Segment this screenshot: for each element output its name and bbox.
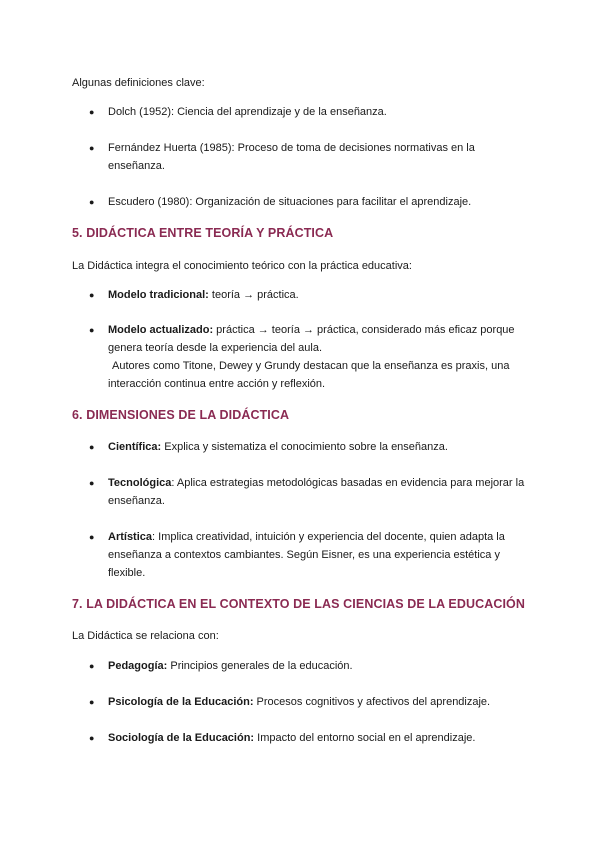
bullet-icon: ●: [89, 733, 95, 743]
item-label: Científica:: [108, 441, 162, 453]
section-6-heading: 6. DIMENSIONES DE LA DIDÁCTICA: [72, 408, 290, 422]
list-item: [89, 139, 528, 175]
list-item: [89, 729, 528, 747]
list-item: [89, 438, 528, 456]
item-text: Principios generales de la educación.: [167, 660, 353, 672]
item-text: teoría → práctica.: [208, 289, 299, 301]
item-label: Modelo actualizado:: [108, 324, 214, 336]
item-label: Modelo tradicional:: [108, 289, 209, 301]
list-item: [89, 693, 528, 711]
item-text: práctica → teoría → práctica, considerado más eficaz porque genera teoría desde la experiencia del aula.: [108, 324, 515, 354]
item-text: : Implica creatividad, intuición y experiencia del docente, quien adapta la enseñanza a contextos cambiantes. Según Eisner, es una experiencia estética y flexible.: [108, 531, 505, 579]
bullet-icon: ●: [89, 661, 95, 671]
section-7-intro: La Didáctica se relaciona con:: [72, 630, 219, 642]
list-item: [89, 528, 528, 582]
item-text: Explica y sistematiza el conocimiento sobre la enseñanza.: [161, 441, 448, 453]
definition-text: Dolch (1952): Ciencia del aprendizaje y de la enseñanza.: [108, 106, 387, 118]
bullet-icon: ●: [89, 478, 95, 488]
item-text: Impacto del entorno social en el aprendizaje.: [254, 732, 476, 744]
list-item: [89, 286, 528, 304]
item-label: Sociología de la Educación:: [108, 732, 255, 744]
bullet-icon: ●: [89, 442, 95, 452]
definition-text: Escudero (1980): Organización de situaciones para facilitar el aprendizaje.: [108, 196, 472, 208]
list-item: [89, 474, 528, 510]
section-5-heading: 5. DIDÁCTICA ENTRE TEORÍA Y PRÁCTICA: [72, 226, 334, 240]
item-label: Tecnológica: [108, 477, 172, 489]
section-5-intro: La Didáctica integra el conocimiento teórico con la práctica educativa:: [72, 260, 412, 272]
bullet-icon: ●: [89, 197, 95, 207]
bullet-icon: ●: [89, 107, 95, 117]
item-label: Pedagogía:: [108, 660, 168, 672]
definition-text: Fernández Huerta (1985): Proceso de toma de decisiones normativas en la enseñanza.: [108, 142, 475, 172]
bullet-icon: ●: [89, 697, 95, 707]
bullet-icon: ●: [89, 290, 95, 300]
item-label: Artística: [108, 531, 153, 543]
section-5-note: Autores como Titone, Dewey y Grundy destacan que la enseñanza es praxis, una interacción continua entre acción y reflexión.: [108, 360, 510, 390]
list-item: [89, 321, 528, 393]
bullet-icon: ●: [89, 325, 95, 335]
list-item: [89, 657, 528, 675]
list-item: [89, 193, 528, 211]
list-item: [89, 103, 528, 121]
bullet-icon: ●: [89, 143, 95, 153]
definitions-intro: Algunas definiciones clave:: [72, 77, 205, 89]
item-text: Procesos cognitivos y afectivos del aprendizaje.: [253, 696, 491, 708]
section-7-heading: 7. LA DIDÁCTICA EN EL CONTEXTO DE LAS CIENCIAS DE LA EDUCACIÓN: [72, 597, 525, 611]
item-text: : Aplica estrategias metodológicas basadas en evidencia para mejorar la enseñanza.: [108, 477, 525, 507]
bullet-icon: ●: [89, 532, 95, 542]
item-label: Psicología de la Educación:: [108, 696, 254, 708]
